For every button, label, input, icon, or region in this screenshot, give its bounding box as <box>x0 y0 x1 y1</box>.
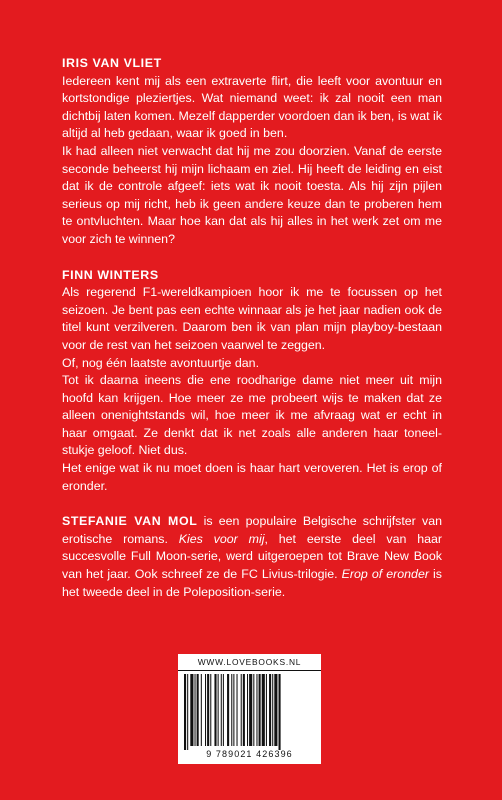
barcode-bar <box>243 674 245 746</box>
finn-paragraph-1: Als regerend F1-wereldkampioen hoor ik me te focussen op het seizoen. Je bent pas een echte winnaar als je het jaar nadien ook de titel kunt verzilveren. Daarom ben ik van plan mijn playboy-bestaan voor de rest van het seizoen vaarwel te zeggen. <box>62 285 442 352</box>
barcode-bar <box>256 674 257 746</box>
barcode-bar <box>279 674 281 750</box>
barcode-bar <box>197 674 199 746</box>
publisher-url: WWW.LOVEBOOKS.NL <box>178 654 321 671</box>
barcode-bar <box>269 674 271 746</box>
isbn-number: 9 789021 426396 <box>206 749 293 759</box>
finn-paragraph-2: Of, nog één laatste avontuurtje dan. <box>62 355 260 370</box>
barcode-bar <box>274 674 277 746</box>
author-bio-text <box>62 513 442 601</box>
barcode-bar <box>223 674 224 746</box>
barcode-bar <box>272 674 273 746</box>
author-bio <box>62 513 442 601</box>
barcode-bar <box>218 674 219 746</box>
barcode-bar <box>214 674 216 746</box>
barcode-box <box>178 654 321 764</box>
barcode-bar <box>227 674 229 746</box>
barcode-bar <box>231 674 232 746</box>
bio-text-2: , het eerste deel van haar succesvolle Full Moon-serie, werd uitgeroepen tot Brave New Book van het jaar. Ook schreef ze de FC Livius-trilogie. <box>62 531 443 582</box>
iris-paragraph-1: Iedereen kent mij als een extraverte flirt, die leeft voor avontuur en kortstondige pleziertjes. Wat niemand weet: ik zal nooit een man dichtbij laten komen. Mezelf dapperder voordoen dan ik ben, is wat ik altijd al heb gedaan, waar ik goed in ben. <box>62 73 442 141</box>
finn-paragraph-4: Het enige wat ik nu moet doen is haar hart veroveren. Het is erop of eronder. <box>62 461 442 493</box>
bio-text-1: is een populaire Belgische schrijfster van erotische romans. <box>62 514 442 546</box>
barcode-bar <box>201 674 202 746</box>
barcode-bar <box>233 674 234 746</box>
barcode-bar <box>190 674 193 746</box>
finn-paragraph-3: Tot ik daarna ineens die ene roodharige dame niet meer uit mijn hoofd kan krijgen. Hoe meer ze me probeert wijs te maken dat ze alleen onenightstands wil, hoe meer ik me afvraag wat er echt in haar omgaat. Ze denkt dat ik net zoals alle anderen haar toneel-stukje geloof. Niet dus. <box>62 373 442 458</box>
barcode-bar <box>249 674 252 746</box>
book-title-erop-of-eronder: Erop of eronder <box>341 567 429 582</box>
barcode-bar <box>253 674 254 746</box>
cover-text <box>62 55 442 619</box>
iris-section <box>62 55 442 249</box>
barcode-bar <box>221 674 222 746</box>
barcode-bar <box>210 674 211 746</box>
book-title-kies-voor-mij: Kies voor mij <box>178 531 265 546</box>
barcode-bar <box>247 674 248 746</box>
iris-heading: IRIS VAN VLIET <box>62 56 162 70</box>
barcode-bar <box>184 674 186 750</box>
finn-section <box>62 267 442 496</box>
bio-text-3: is het tweede deel in de Poleposition-serie. <box>62 567 442 599</box>
barcode-bar <box>207 674 209 746</box>
barcode-bar <box>237 674 238 746</box>
barcode-bar <box>187 674 188 750</box>
barcode-bar <box>266 674 267 746</box>
iris-paragraph-2: Ik had alleen niet verwacht dat hij me zou doorzien. Vanaf de eerste seconde beheerst hij mijn lichaam en ziel. Hij heeft de leiding en eist dat ik de controle afgeef: iets wat ik nooit toesta. Als hij zijn pijlen serieus op mij richt, heb ik geen andere keuze dan te proberen hem te ontvluchten. Maar hoe kan dat als hij alles in het werk zet om me voor zich te winnen? <box>62 143 442 246</box>
author-name: STEFANIE VAN MOL <box>62 514 198 529</box>
barcode-bar <box>259 674 261 746</box>
barcode-bar <box>241 674 242 746</box>
finn-heading: FINN WINTERS <box>62 267 159 282</box>
barcode-icon <box>184 674 315 750</box>
barcode-bar <box>195 674 196 746</box>
barcode-bar <box>262 674 265 746</box>
barcode-bar <box>205 674 206 746</box>
